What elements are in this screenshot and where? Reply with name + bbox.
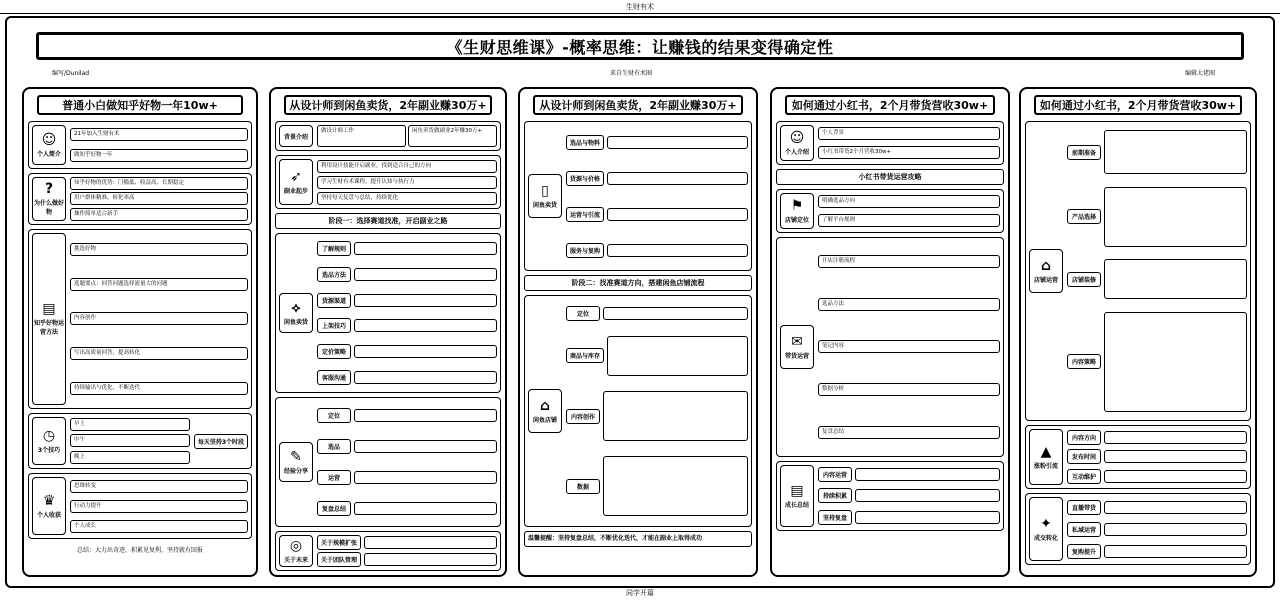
- list-item: 思维转变: [70, 480, 248, 493]
- row-bar: [1104, 187, 1247, 247]
- person-icon: ☺ 个人介绍: [780, 125, 814, 161]
- list-item: 行动力提升: [70, 500, 248, 513]
- phone-icon: ▯ 闲鱼卖货: [528, 174, 562, 218]
- row-bar: [607, 136, 748, 149]
- c2-section-start: [275, 155, 501, 209]
- list-item: 数据分析: [818, 383, 1000, 396]
- pin-icon: ⚑ 店铺定位: [780, 193, 814, 229]
- c4-section-ops: [776, 237, 1004, 457]
- row-label: 运营: [317, 470, 351, 485]
- row-label: 服务与复购: [566, 243, 604, 258]
- list-item: 个人成长: [70, 520, 248, 533]
- c4-section-summary: [776, 461, 1004, 531]
- row-bar: [607, 244, 748, 257]
- c3-stage-bar: 阶段二：找准赛道方向，搭建闲鱼店铺流程: [524, 275, 752, 291]
- list-item: 操作简单适合新手: [70, 208, 248, 221]
- list-item: 晚上: [70, 451, 190, 464]
- c5-section-store: [1025, 121, 1251, 421]
- row-bar: [1104, 501, 1247, 514]
- row-bar: [1104, 545, 1247, 558]
- column-1: [22, 87, 258, 577]
- list-item: 持续输出与优化，不断迭代: [70, 382, 248, 395]
- c5-section-fans: [1025, 425, 1251, 489]
- row-label: 产品选择: [1067, 209, 1101, 224]
- row-label: 了解规则: [317, 241, 351, 256]
- row-bar: [354, 440, 497, 453]
- page-title: 《生财思维课》-概率思维：让赚钱的结果变得确定性: [36, 32, 1244, 60]
- question-icon: ? 为什么做好物: [32, 177, 66, 221]
- row-label: 商品与库存: [566, 348, 604, 363]
- row-label: 关于团队管理: [317, 552, 361, 567]
- row-bar: [354, 294, 497, 307]
- list-item: 知乎好物的优势：门槛低、收益高、长期稳定: [70, 177, 248, 190]
- brush-icon: ✎ 经验分享: [279, 442, 313, 482]
- row-label: 复购提升: [1067, 544, 1101, 559]
- meta-center: 来自生财有术圈: [610, 70, 653, 77]
- row-bar: [354, 502, 497, 515]
- book-icon: ▤ 知乎好物运营方法: [32, 233, 66, 405]
- row-label: 定位: [566, 306, 600, 321]
- c4-section-intro: [776, 121, 1004, 165]
- row-label: 货源渠道: [317, 293, 351, 308]
- row-bar: [354, 371, 497, 384]
- column-4-title: 如何通过小红书，2个月带货营收30w+: [785, 95, 995, 115]
- list-item: 复盘总结: [818, 426, 1000, 439]
- list-item: 中午: [70, 434, 190, 447]
- c4-stage-bar: 小红书带货运营攻略: [776, 169, 1004, 185]
- row-label: 运营与引流: [566, 207, 604, 222]
- row-label: 选品与物料: [566, 135, 604, 150]
- c2-section-sell: [275, 233, 501, 393]
- row-label: 内容运营: [818, 467, 852, 482]
- list-item: 21年加入生财有术: [70, 128, 248, 141]
- list-item: 小红书带货2个月营收30w+: [818, 146, 1000, 159]
- trophy-icon: ♛ 个人收获: [32, 477, 66, 535]
- target-icon: ◎ 关于未来: [279, 535, 313, 567]
- row-label: 复盘总结: [317, 501, 351, 516]
- book-icon: ▤ 成长总结: [780, 465, 814, 527]
- row-bar: [1104, 259, 1247, 299]
- row-bar: [607, 208, 748, 221]
- row-bar: [364, 536, 497, 549]
- chart-icon: ▲ 涨粉引流: [1029, 429, 1063, 485]
- list-item: 个人背景: [818, 127, 1000, 140]
- row-label: 持续积累: [818, 488, 852, 503]
- row-bar: [855, 511, 1000, 524]
- list-item: 开店注册流程: [818, 255, 1000, 268]
- row-label: 选品方法: [317, 267, 351, 282]
- row-label: 店铺装修: [1067, 272, 1101, 287]
- tips-tag: 每天坚持3个时段: [194, 434, 248, 449]
- row-bar: [364, 553, 497, 566]
- c1-footer: 总结：大力出奇迹，积累见复利，坚持就有回报: [76, 547, 203, 554]
- store-icon: ⌂ 店铺运营: [1029, 249, 1063, 293]
- c2-section-future: [275, 531, 501, 571]
- shop-icon: ⌂ 闲鱼店铺: [528, 389, 562, 433]
- c3-section-shop: [524, 295, 752, 527]
- column-5-title: 如何通过小红书，2个月带货营收30w+: [1034, 95, 1242, 115]
- list-item: 坚持每天复盘与总结，持续优化: [317, 192, 497, 205]
- list-item: 明确选品方向: [818, 195, 1000, 208]
- list-item: 选品方法: [818, 298, 1000, 311]
- row-label: 货源与价格: [566, 171, 604, 186]
- c1-section-method: [28, 229, 252, 409]
- row-bar: [354, 409, 497, 422]
- row-label: 内容方向: [1067, 430, 1101, 445]
- top-label: 生财有术: [0, 0, 1280, 14]
- row-label: 发布时间: [1067, 449, 1101, 464]
- row-bar: [1104, 523, 1247, 536]
- row-bar: [354, 268, 497, 281]
- list-item: 了解平台规则: [818, 214, 1000, 227]
- list-item: 笔记内容: [818, 340, 1000, 353]
- chat-icon: ✉ 带货运营: [780, 325, 814, 369]
- row-bar: [1104, 130, 1247, 174]
- row-bar: [1104, 431, 1247, 444]
- row-label: 内容策略: [1067, 354, 1101, 369]
- row-label: 数据: [566, 479, 600, 494]
- row-bar: [354, 471, 497, 484]
- row-bar: [855, 468, 1000, 481]
- column-5: [1019, 87, 1257, 577]
- list-item: 利用设计技能开启副业，找到适合自己的方向: [317, 160, 497, 173]
- row-bar: [1104, 450, 1247, 463]
- row-bar: [607, 172, 748, 185]
- list-item: 内容创作: [70, 312, 248, 325]
- row-bar: [1104, 470, 1247, 483]
- user-icon: 背景介绍: [279, 125, 313, 147]
- c2-section-exp: [275, 397, 501, 527]
- row-label: 直播带货: [1067, 500, 1101, 515]
- row-bar: [354, 345, 497, 358]
- row-label: 前期准备: [1067, 145, 1101, 160]
- column-2-title: 从设计师到闲鱼卖货，2年副业赚30万+: [284, 95, 492, 115]
- row-label: 定价策略: [317, 344, 351, 359]
- list-item: 早上: [70, 418, 190, 431]
- row-bar: [354, 242, 497, 255]
- list-item: 做设计师工作: [317, 125, 406, 147]
- list-item: 做知乎好物一年: [70, 149, 248, 162]
- c1-section-intro: [28, 121, 252, 169]
- column-3: [518, 87, 758, 577]
- clock-icon: ◷ 3个技巧: [32, 417, 66, 465]
- row-label: 上架技巧: [317, 318, 351, 333]
- column-2: [269, 87, 507, 577]
- c2-stage-bar: 阶段一：选择赛道找准，开启副业之路: [275, 213, 501, 229]
- row-bar: [855, 489, 1000, 502]
- row-bar: [1104, 312, 1247, 412]
- list-item: 挑选好物: [70, 243, 248, 256]
- list-item: 选题要点：回答问题选择流量大的问题: [70, 278, 248, 291]
- row-label: 坚持复盘: [818, 510, 852, 525]
- fish-icon: ⟡ 闲鱼卖货: [279, 293, 313, 333]
- list-item: 学习生财有术课程，提升认知与执行力: [317, 176, 497, 189]
- list-item: 闲鱼卖货做副业2年赚30万+: [408, 125, 497, 147]
- row-bar: [603, 456, 748, 516]
- row-bar: [607, 336, 748, 376]
- c1-section-tips: [28, 413, 252, 469]
- row-label: 客服沟通: [317, 370, 351, 385]
- row-label: 关于规模扩张: [317, 535, 361, 550]
- c2-section-bg: [275, 121, 501, 151]
- c4-section-position: [776, 189, 1004, 233]
- c1-section-gains: [28, 473, 252, 539]
- c3-section-sell: [524, 121, 752, 271]
- c1-section-why: [28, 173, 252, 225]
- meta-right: 编辑大佬圈: [1185, 70, 1216, 77]
- column-1-title: 普通小白做知乎好物一年10w+: [37, 95, 243, 115]
- c5-section-convert: [1025, 493, 1251, 565]
- c3-footer: 温馨提醒：坚持复盘总结，不断优化迭代，才能在副业上取得成功: [524, 531, 752, 547]
- row-label: 私域运营: [1067, 522, 1101, 537]
- handshake-icon: ✦ 成交转化: [1029, 497, 1063, 561]
- row-label: 选品: [317, 439, 351, 454]
- row-label: 互动维护: [1067, 469, 1101, 484]
- row-bar: [603, 307, 748, 320]
- meta-left: 编写/Dunilad: [52, 70, 90, 77]
- person-icon: ☺ 个人简介: [32, 125, 66, 165]
- bottom-label: 同学开篇: [626, 589, 654, 597]
- row-label: 内容创作: [566, 409, 600, 424]
- rocket-icon: ➶ 副业起步: [279, 159, 313, 205]
- list-item: 写出高质量回答，提高转化: [70, 347, 248, 360]
- column-4: [770, 87, 1010, 577]
- column-3-title: 从设计师到闲鱼卖货，2年副业赚30万+: [533, 95, 743, 115]
- row-label: 定位: [317, 408, 351, 423]
- list-item: 用户群体精准，转化率高: [70, 192, 248, 205]
- row-bar: [603, 391, 748, 441]
- row-bar: [354, 319, 497, 332]
